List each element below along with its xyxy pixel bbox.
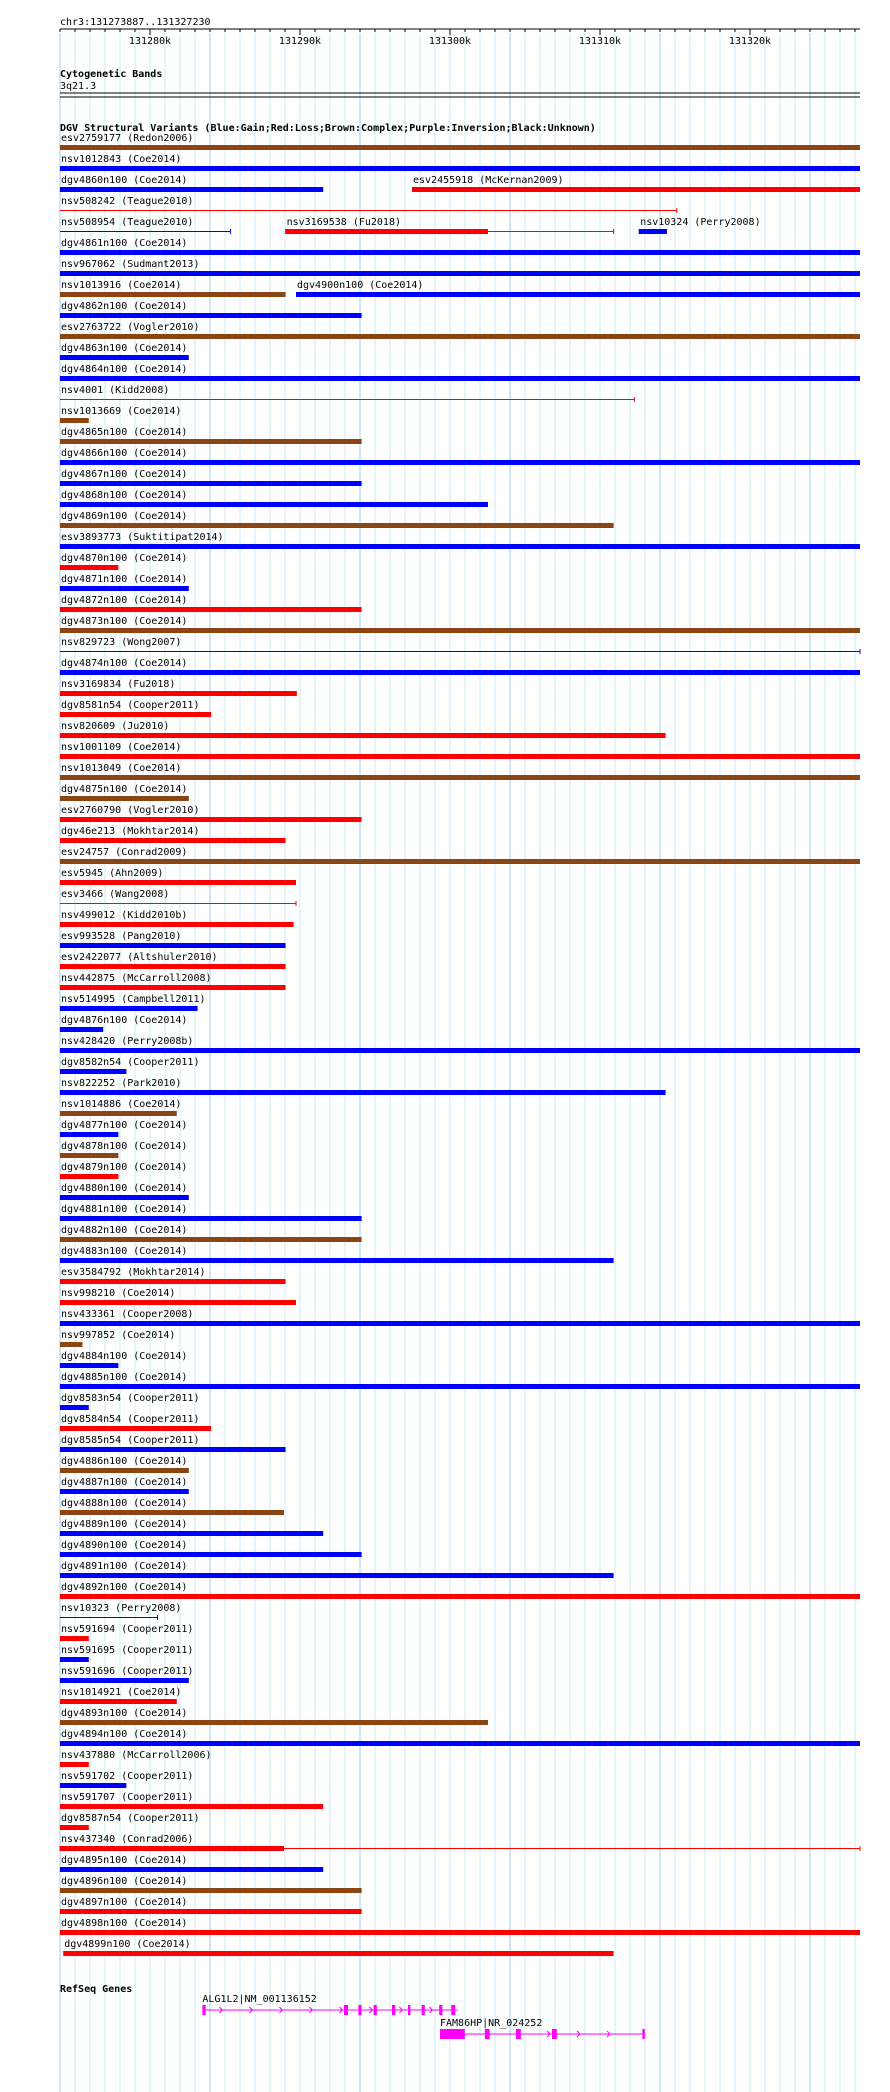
variant-label: esv2763722 (Vogler2010)	[61, 322, 200, 333]
dgv-variant[interactable]	[60, 595, 362, 612]
dgv-variant[interactable]	[60, 343, 189, 360]
dgv-variant[interactable]	[60, 1498, 284, 1515]
variant-label: dgv4883n100 (Coe2014)	[61, 1246, 188, 1257]
variant-bar	[60, 754, 860, 759]
variant-label: dgv4873n100 (Coe2014)	[61, 616, 188, 627]
gene-exon	[440, 2029, 465, 2039]
variant-bar	[60, 1321, 860, 1326]
variant-bar	[63, 1951, 613, 1956]
variant-label: dgv4890n100 (Coe2014)	[61, 1540, 188, 1551]
variant-label: nsv1014886 (Coe2014)	[61, 1099, 182, 1110]
variant-bar	[60, 1384, 860, 1389]
variant-bar	[412, 187, 860, 192]
variant-label: dgv4874n100 (Coe2014)	[61, 658, 188, 669]
dgv-variant[interactable]	[60, 322, 860, 339]
variant-label: esv3893773 (Suktitipat2014)	[61, 532, 224, 543]
variant-label: dgv4869n100 (Coe2014)	[61, 511, 188, 522]
variant-label: nsv1001109 (Coe2014)	[61, 742, 182, 753]
variant-label: nsv3169834 (Fu2018)	[61, 679, 176, 690]
variant-bar	[60, 145, 860, 150]
dgv-variant[interactable]	[60, 700, 211, 717]
variant-bar	[60, 1153, 118, 1158]
variant-bar	[60, 1867, 323, 1872]
variant-bar	[60, 1489, 189, 1494]
dgv-variant[interactable]	[60, 154, 860, 171]
variant-bar	[60, 628, 860, 633]
dgv-variant[interactable]	[60, 805, 362, 822]
dgv-variant[interactable]	[60, 763, 860, 780]
variant-label: dgv4860n100 (Coe2014)	[61, 175, 188, 186]
variant-label: nsv967062 (Sudmant2013)	[61, 259, 200, 270]
variant-bar	[60, 1447, 286, 1452]
gene-exon	[202, 2005, 205, 2015]
variant-bar	[60, 1027, 103, 1032]
variant-bar	[60, 859, 860, 864]
dgv-variant[interactable]	[60, 952, 286, 969]
variant-bar	[60, 670, 860, 675]
variant-bar	[60, 292, 286, 297]
variant-bar	[60, 985, 286, 990]
dgv-variant[interactable]	[60, 1603, 181, 1620]
variant-label: nsv508242 (Teague2010)	[61, 196, 194, 207]
dgv-variant[interactable]	[60, 826, 286, 843]
dgv-variant[interactable]	[60, 1582, 860, 1599]
variant-label: nsv591694 (Cooper2011)	[61, 1624, 194, 1635]
variant-bar	[60, 1804, 323, 1809]
dgv-variant[interactable]	[639, 217, 760, 234]
variant-label: dgv4898n100 (Coe2014)	[61, 1918, 188, 1929]
variant-label: nsv1012843 (Coe2014)	[61, 154, 182, 165]
variant-label: dgv4886n100 (Coe2014)	[61, 1456, 188, 1467]
variant-bar	[60, 1174, 118, 1179]
dgv-variant[interactable]	[60, 1561, 614, 1578]
dgv-variant[interactable]	[60, 553, 187, 570]
refseq-gene[interactable]	[440, 2018, 645, 2039]
dgv-variant[interactable]	[60, 1687, 181, 1704]
variant-bar	[60, 775, 860, 780]
dgv-variant[interactable]	[60, 1519, 323, 1536]
variant-label: dgv4865n100 (Coe2014)	[61, 427, 188, 438]
variant-bar	[296, 292, 860, 297]
variant-label: nsv1013669 (Coe2014)	[61, 406, 182, 417]
variant-bar	[60, 1783, 126, 1788]
variant-bar	[60, 1531, 323, 1536]
dgv-variant[interactable]	[60, 532, 860, 549]
dgv-variant[interactable]	[60, 1141, 187, 1158]
variant-bar	[60, 1132, 118, 1137]
variant-bar	[60, 1594, 860, 1599]
dgv-variant[interactable]	[60, 931, 286, 948]
variant-bar	[60, 943, 286, 948]
gene-exon	[422, 2005, 425, 2015]
variant-label: dgv4870n100 (Coe2014)	[61, 553, 188, 564]
variant-label: nsv433361 (Cooper2008)	[61, 1309, 194, 1320]
variant-bar	[286, 229, 488, 234]
variant-label: dgv8584n54 (Cooper2011)	[61, 1414, 200, 1425]
variant-label: dgv8582n54 (Cooper2011)	[61, 1057, 200, 1068]
dgv-variant[interactable]	[60, 1414, 211, 1431]
dgv-variant[interactable]	[60, 427, 362, 444]
dgv-variant[interactable]	[60, 1645, 193, 1662]
variant-bar	[60, 250, 860, 255]
gene-label: ALG1L2|NM_001136152	[202, 1994, 317, 2005]
variant-bar	[60, 1846, 284, 1851]
refseq-track	[202, 1994, 644, 2039]
dgv-variant[interactable]	[60, 1351, 187, 1368]
ruler-tick-label: 131300k	[428, 36, 472, 47]
variant-label: esv2422077 (Altshuler2010)	[61, 952, 218, 963]
variant-label: dgv4880n100 (Coe2014)	[61, 1183, 188, 1194]
variant-label: dgv4875n100 (Coe2014)	[61, 784, 188, 795]
variant-bar	[60, 964, 286, 969]
dgv-variant[interactable]	[60, 301, 362, 318]
variant-bar	[60, 1510, 284, 1515]
variant-bar	[60, 733, 666, 738]
variant-label: dgv4864n100 (Coe2014)	[61, 364, 188, 375]
ruler-tick-label: 131290k	[278, 36, 322, 47]
dgv-variant[interactable]	[60, 217, 230, 234]
dgv-variant[interactable]	[412, 175, 860, 192]
dgv-variant[interactable]	[60, 238, 860, 255]
variant-label: nsv1013916 (Coe2014)	[61, 280, 182, 291]
dgv-variant[interactable]	[60, 1456, 189, 1473]
variant-label: nsv591696 (Cooper2011)	[61, 1666, 194, 1677]
dgv-variant[interactable]	[60, 1225, 362, 1242]
variant-bar	[60, 1237, 362, 1242]
variant-bar	[60, 1405, 89, 1410]
dgv-variant[interactable]	[60, 133, 860, 150]
variant-bar	[60, 565, 118, 570]
variant-label: nsv437880 (McCarroll2006)	[61, 1750, 212, 1761]
dgv-variant[interactable]	[296, 280, 860, 297]
dgv-variant[interactable]	[60, 973, 286, 990]
gene-exon	[552, 2029, 557, 2039]
variant-label: dgv4872n100 (Coe2014)	[61, 595, 188, 606]
dgv-variant[interactable]	[60, 1372, 860, 1389]
dgv-variant[interactable]	[63, 1939, 613, 1956]
variant-bar	[60, 1636, 89, 1641]
gene-exon	[344, 2005, 348, 2015]
variant-label: nsv4001 (Kidd2008)	[61, 385, 170, 396]
dgv-variant[interactable]	[60, 280, 286, 297]
variant-label: dgv4892n100 (Coe2014)	[61, 1582, 188, 1593]
dgv-variant[interactable]	[60, 1477, 189, 1494]
dgv-variant[interactable]	[60, 784, 189, 801]
variant-bar	[60, 544, 860, 549]
dgv-variant[interactable]	[60, 889, 296, 906]
variant-bar	[639, 229, 666, 234]
dgv-variant[interactable]	[60, 1057, 199, 1074]
dgv-variant[interactable]	[60, 1309, 860, 1326]
cytoband-track-title: Cytogenetic Bands	[60, 69, 163, 80]
variant-label: nsv1013049 (Coe2014)	[61, 763, 182, 774]
variant-bar	[60, 355, 189, 360]
variant-label: nsv1014921 (Coe2014)	[61, 1687, 182, 1698]
dgv-variant[interactable]	[60, 1204, 362, 1221]
variant-bar	[60, 187, 323, 192]
dgv-variant[interactable]	[60, 1708, 488, 1725]
variant-bar	[60, 1699, 177, 1704]
variant-bar	[60, 838, 286, 843]
variant-bar	[60, 481, 362, 486]
gene-label: FAM86HP|NR_024252	[440, 2018, 543, 2029]
variant-label: nsv820609 (Ju2010)	[61, 721, 170, 732]
dgv-variant[interactable]	[60, 1876, 362, 1893]
ruler	[60, 29, 855, 47]
dgv-variant[interactable]	[60, 490, 488, 507]
variant-bar	[60, 1888, 362, 1893]
dgv-variant[interactable]	[60, 721, 666, 738]
variant-label: esv2759177 (Redon2006)	[61, 133, 194, 144]
variant-label: esv5945 (Ahn2009)	[61, 868, 164, 879]
variant-label: nsv829723 (Wong2007)	[61, 637, 182, 648]
variant-label: dgv4888n100 (Coe2014)	[61, 1498, 188, 1509]
variant-bar	[60, 523, 614, 528]
variant-bar	[60, 796, 189, 801]
dgv-variant[interactable]	[60, 1813, 199, 1830]
variant-label: dgv4861n100 (Coe2014)	[61, 238, 188, 249]
dgv-variant[interactable]	[60, 1540, 362, 1557]
dgv-variant[interactable]	[60, 469, 362, 486]
dgv-variant[interactable]	[60, 679, 297, 696]
dgv-variant[interactable]	[60, 616, 860, 633]
dgv-variant[interactable]	[60, 1393, 199, 1410]
dgv-variant[interactable]	[60, 364, 860, 381]
dgv-variant[interactable]	[60, 868, 296, 885]
variant-label: dgv4895n100 (Coe2014)	[61, 1855, 188, 1866]
variant-bar	[60, 1279, 286, 1284]
variant-bar	[60, 1762, 89, 1767]
variant-label: nsv437340 (Conrad2006)	[61, 1834, 194, 1845]
dgv-variant[interactable]	[60, 1036, 860, 1053]
variant-label: dgv4862n100 (Coe2014)	[61, 301, 188, 312]
variant-bar	[60, 1342, 82, 1347]
variant-label: dgv8583n54 (Cooper2011)	[61, 1393, 200, 1404]
variant-label: dgv4893n100 (Coe2014)	[61, 1708, 188, 1719]
dgv-variant[interactable]	[60, 1792, 323, 1809]
variant-label: dgv4884n100 (Coe2014)	[61, 1351, 188, 1362]
gene-exon	[358, 2005, 361, 2015]
variant-bar	[60, 922, 294, 927]
variant-bar	[60, 712, 211, 717]
variant-label: esv2760790 (Vogler2010)	[61, 805, 200, 816]
variant-bar	[60, 1258, 614, 1263]
variant-label: dgv4867n100 (Coe2014)	[61, 469, 188, 480]
variant-label: dgv4891n100 (Coe2014)	[61, 1561, 188, 1572]
refseq-track-title: RefSeq Genes	[60, 1984, 133, 1995]
gene-exon	[485, 2029, 490, 2039]
variant-bar	[60, 1741, 860, 1746]
variant-label: nsv10323 (Perry2008)	[61, 1603, 182, 1614]
variant-bar	[60, 1825, 89, 1830]
variant-bar	[60, 271, 860, 276]
dgv-variant[interactable]	[60, 1435, 286, 1452]
variant-bar	[60, 1909, 362, 1914]
gene-exon	[408, 2005, 410, 2015]
dgv-variant[interactable]	[60, 742, 860, 759]
variant-label: nsv591707 (Cooper2011)	[61, 1792, 194, 1803]
variant-bar	[60, 1552, 362, 1557]
variant-label: dgv4863n100 (Coe2014)	[61, 343, 188, 354]
variant-label: dgv4889n100 (Coe2014)	[61, 1519, 188, 1530]
variant-label: nsv428420 (Perry2008b)	[61, 1036, 194, 1047]
dgv-variant[interactable]	[60, 1834, 860, 1851]
variant-label: nsv998210 (Coe2014)	[61, 1288, 176, 1299]
dgv-variant[interactable]	[60, 658, 860, 675]
variant-label: nsv499012 (Kidd2010b)	[61, 910, 188, 921]
dgv-variant[interactable]	[60, 1162, 187, 1179]
location-label: chr3:131273887..131327230	[60, 17, 211, 28]
variant-label: dgv4900n100 (Coe2014)	[297, 280, 424, 291]
variant-label: dgv4871n100 (Coe2014)	[61, 574, 188, 585]
variant-bar	[60, 1048, 860, 1053]
variant-label: dgv4887n100 (Coe2014)	[61, 1477, 188, 1488]
dgv-variant[interactable]	[60, 1729, 860, 1746]
dgv-variant[interactable]	[60, 259, 860, 276]
dgv-variant[interactable]	[60, 1771, 193, 1788]
dgv-variant[interactable]	[60, 574, 189, 591]
variant-label: nsv591702 (Cooper2011)	[61, 1771, 194, 1782]
variant-label: nsv508954 (Teague2010)	[61, 217, 194, 228]
variant-bar	[60, 376, 860, 381]
variant-label: nsv591695 (Cooper2011)	[61, 1645, 194, 1656]
variant-label: nsv10324 (Perry2008)	[640, 217, 761, 228]
variant-bar	[60, 607, 362, 612]
dgv-variant[interactable]	[60, 511, 614, 528]
variant-label: dgv46e213 (Mokhtar2014)	[61, 826, 200, 837]
dgv-variant[interactable]	[60, 196, 677, 213]
variant-label: dgv4896n100 (Coe2014)	[61, 1876, 188, 1887]
dgv-variant[interactable]	[60, 1267, 286, 1284]
gene-exon	[451, 2005, 455, 2015]
gene-exon	[439, 2005, 442, 2015]
dgv-variant[interactable]	[60, 1624, 193, 1641]
variant-label: esv24757 (Conrad2009)	[61, 847, 188, 858]
gene-exon	[374, 2005, 377, 2015]
variant-bar	[60, 1195, 189, 1200]
variant-label: dgv4885n100 (Coe2014)	[61, 1372, 188, 1383]
variant-bar	[60, 1720, 488, 1725]
variant-label: dgv4882n100 (Coe2014)	[61, 1225, 188, 1236]
dgv-variant[interactable]	[60, 1246, 614, 1263]
dgv-variant[interactable]	[60, 385, 634, 402]
variant-label: dgv4881n100 (Coe2014)	[61, 1204, 188, 1215]
variant-label: dgv4897n100 (Coe2014)	[61, 1897, 188, 1908]
variant-label: nsv514995 (Campbell2011)	[61, 994, 206, 1005]
variant-bar	[60, 334, 860, 339]
variant-bar	[60, 880, 296, 885]
dgv-variant[interactable]	[60, 1015, 187, 1032]
variant-label: esv2455918 (McKernan2009)	[413, 175, 564, 186]
dgv-variant[interactable]	[60, 448, 860, 465]
dgv-track	[60, 133, 860, 1956]
variant-bar	[60, 1006, 198, 1011]
variant-label: esv3466 (Wang2008)	[61, 889, 170, 900]
dgv-variant[interactable]	[60, 175, 323, 192]
variant-label: dgv4894n100 (Coe2014)	[61, 1729, 188, 1740]
variant-bar	[60, 1069, 126, 1074]
variant-label: nsv822252 (Park2010)	[61, 1078, 182, 1089]
variant-label: nsv442875 (McCarroll2008)	[61, 973, 212, 984]
dgv-variant[interactable]	[60, 1750, 212, 1767]
dgv-variant[interactable]	[60, 637, 860, 654]
dgv-variant[interactable]	[60, 1183, 189, 1200]
dgv-variant[interactable]	[60, 406, 181, 423]
variant-label: dgv4878n100 (Coe2014)	[61, 1141, 188, 1152]
variant-bar	[60, 418, 89, 423]
variant-bar	[60, 439, 362, 444]
ruler-tick-label: 131310k	[578, 36, 622, 47]
ruler-tick-label: 131320k	[728, 36, 772, 47]
variant-bar	[60, 1678, 189, 1683]
dgv-variant[interactable]	[60, 847, 860, 864]
variant-bar	[60, 1363, 118, 1368]
variant-bar	[60, 691, 297, 696]
variant-bar	[60, 1426, 211, 1431]
dgv-variant[interactable]	[60, 1078, 666, 1095]
variant-label: dgv4866n100 (Coe2014)	[61, 448, 188, 459]
variant-bar	[60, 1657, 89, 1662]
dgv-variant[interactable]	[60, 994, 206, 1011]
variant-bar	[60, 502, 488, 507]
variant-label: dgv4868n100 (Coe2014)	[61, 490, 188, 501]
dgv-variant[interactable]	[60, 1897, 362, 1914]
variant-bar	[60, 313, 362, 318]
dgv-track-title: DGV Structural Variants (Blue:Gain;Red:Loss;Brown:Complex;Purple:Inversion;Black:Unknown)	[60, 123, 596, 134]
dgv-variant[interactable]	[60, 1330, 175, 1347]
dgv-variant[interactable]	[60, 1099, 181, 1116]
variant-bar	[60, 1216, 362, 1221]
dgv-variant[interactable]	[60, 1666, 193, 1683]
variant-bar	[60, 1111, 177, 1116]
ruler-tick-label: 131280k	[128, 36, 172, 47]
variant-bar	[60, 1573, 614, 1578]
variant-label: esv3584792 (Mokhtar2014)	[61, 1267, 206, 1278]
variant-label: dgv4877n100 (Coe2014)	[61, 1120, 188, 1131]
gene-exon	[642, 2029, 644, 2039]
variant-label: nsv997852 (Coe2014)	[61, 1330, 176, 1341]
dgv-variant[interactable]	[60, 1918, 860, 1935]
variant-label: dgv4876n100 (Coe2014)	[61, 1015, 188, 1026]
variant-label: nsv3169538 (Fu2018)	[286, 217, 401, 228]
variant-bar	[60, 817, 362, 822]
variant-label: esv993528 (Pang2010)	[61, 931, 182, 942]
variant-bar	[60, 460, 860, 465]
variant-label: dgv4879n100 (Coe2014)	[61, 1162, 188, 1173]
variant-bar	[60, 1090, 666, 1095]
variant-bar	[60, 586, 189, 591]
dgv-variant[interactable]	[60, 1120, 187, 1137]
variant-bar	[60, 166, 860, 171]
variant-label: dgv8585n54 (Cooper2011)	[61, 1435, 200, 1446]
variant-label: dgv8581n54 (Cooper2011)	[61, 700, 200, 711]
gene-exon	[392, 2005, 395, 2015]
variant-label: dgv8587n54 (Cooper2011)	[61, 1813, 200, 1824]
dgv-variant[interactable]	[60, 910, 294, 927]
variant-label: dgv4899n100 (Coe2014)	[64, 1939, 191, 1950]
variant-bar	[60, 1468, 189, 1473]
dgv-variant[interactable]	[60, 1288, 296, 1305]
variant-bar	[60, 1930, 860, 1935]
cytoband-name: 3q21.3	[60, 81, 97, 92]
gene-exon	[516, 2029, 521, 2039]
variant-bar	[60, 1300, 296, 1305]
dgv-variant[interactable]	[60, 1855, 323, 1872]
